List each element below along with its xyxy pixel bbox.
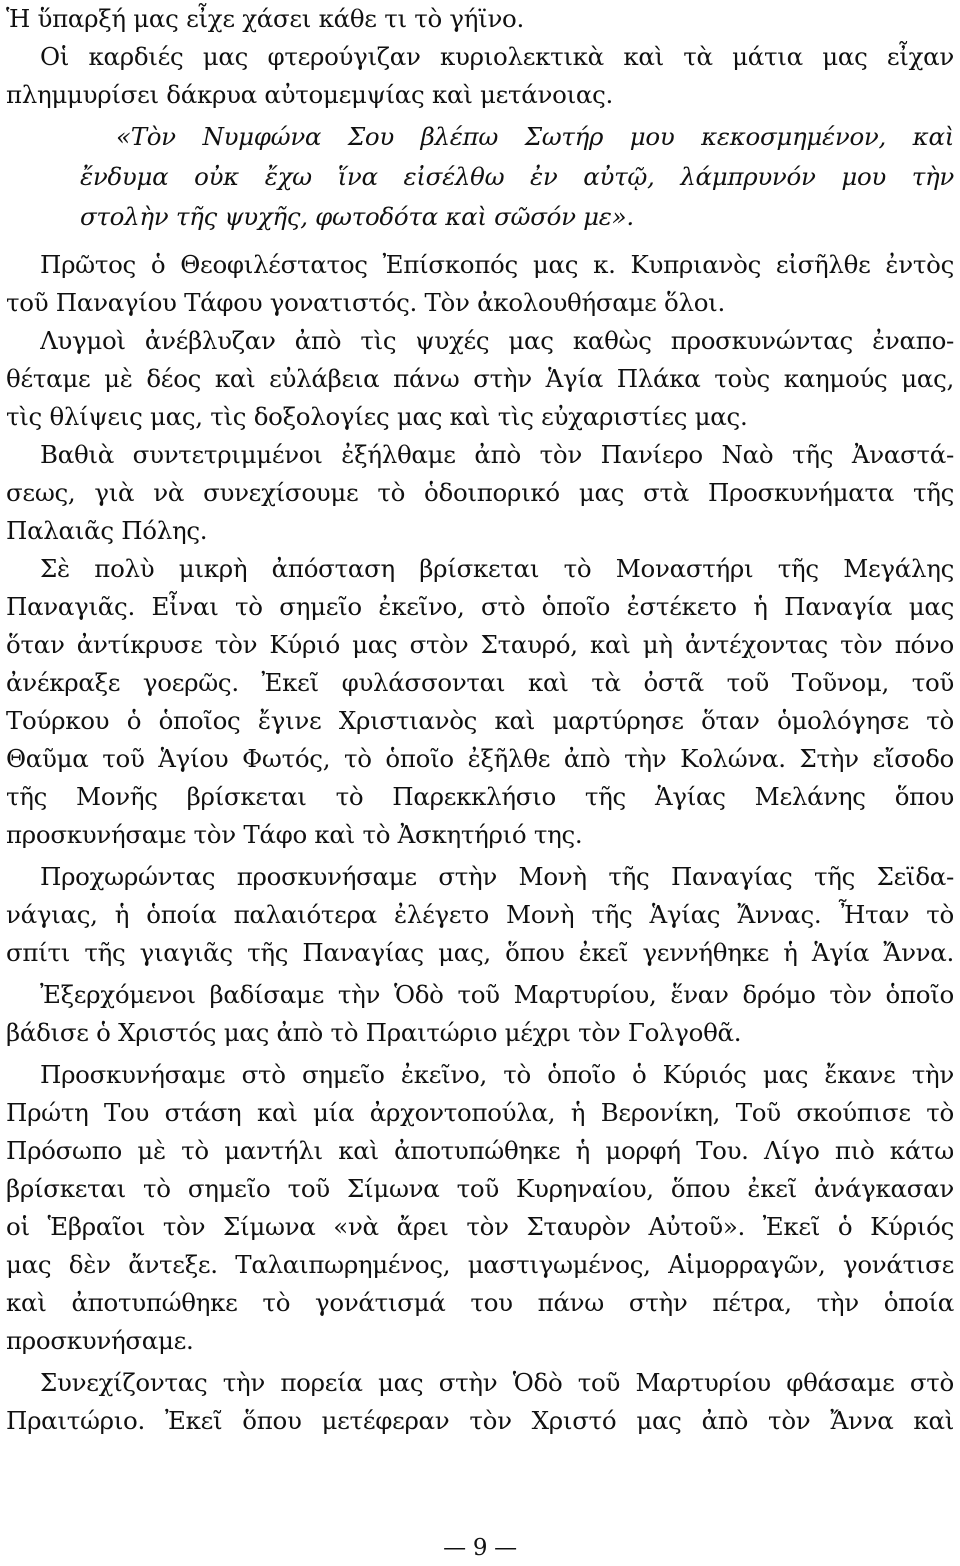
- text-line-31: βρίσκεται τὸ σημεῖο τοῦ Σίμωνα τοῦ Κυρηναίου, ὅπου ἐκεῖ ἀνάγκασαν: [6, 1174, 954, 1203]
- text-line-1: Ἡ ὕπαρξή μας εἶχε χάσει κάθε τι τὸ γήϊνο.: [6, 4, 524, 33]
- text-line-30: Πρόσωπο μὲ τὸ μαντήλι καὶ ἀποτυπώθηκε ἡ μορφή Του. Λίγο πιὸ κάτω: [6, 1136, 954, 1165]
- text-line-8: τοῦ Παναγίου Τάφου γονατιστός. Τὸν ἀκολουθήσαμε ὅλοι.: [6, 288, 725, 317]
- text-line-33: μας δὲν ἄντεξε. Ταλαιπωρημένος, μαστιγωμένος, Αἱμορραγῶν, γονάτισε: [6, 1250, 954, 1279]
- text-line-22: προσκυνήσαμε τὸν Τάφο καὶ τὸ Ἀσκητήριό της.: [6, 820, 583, 849]
- text-line-25: σπίτι τῆς γιαγιᾶς τῆς Παναγίας μας, ὅπου ἐκεῖ γεννήθηκε ἡ Ἁγία Ἄννα.: [6, 938, 954, 967]
- text-line-32: οἱ Ἑβραῖοι τὸν Σίμωνα «νὰ ἄρει τὸν Σταυρὸν Αὐτοῦ». Ἐκεῖ ὁ Κύριός: [6, 1212, 954, 1241]
- hymn-line-3: στολὴν τῆς ψυχῆς, φωτοδότα καὶ σῶσόν με».: [80, 202, 634, 231]
- text-line-23: Προχωρώντας προσκυνήσαμε στὴν Μονὴ τῆς Παναγίας τῆς Σεϊδα-: [40, 862, 954, 891]
- text-line-34: καὶ ἀποτυπώθηκε τὸ γονάτισμά του πάνω στὴν πέτρα, τὴν ὁποία: [6, 1288, 954, 1317]
- text-line-24: νάγιας, ἡ ὁποία παλαιότερα ἐλέγετο Μονὴ τῆς Ἁγίας Ἄννας. Ἦταν τὸ: [6, 900, 954, 929]
- text-line-12: Βαθιὰ συντετριμμένοι ἐξήλθαμε ἀπὸ τὸν Πανίερο Ναὸ τῆς Ἀναστά-: [40, 440, 954, 469]
- text-line-29: Πρώτη Του στάση καὶ μία ἀρχοντοπούλα, ἡ Βερονίκη, Τοῦ σκούπισε τὸ: [6, 1098, 954, 1127]
- hymn-line-1: «Τὸν Νυμφώνα Σου βλέπω Σωτήρ μου κεκοσμημένον, καὶ: [116, 122, 954, 151]
- text-line-21: τῆς Μονῆς βρίσκεται τὸ Παρεκκλήσιο τῆς Ἁγίας Μελάνης ὅπου: [6, 782, 954, 811]
- text-line-36: Συνεχίζοντας τὴν πορεία μας στὴν Ὁδὸ τοῦ Μαρτυρίου φθάσαμε στὸ: [40, 1368, 954, 1397]
- text-line-9: Λυγμοὶ ἀνέβλυζαν ἀπὸ τὶς ψυχές μας καθὼς προσκυνώντας ἐναπο-: [40, 326, 954, 355]
- text-line-28: Προσκυνήσαμε στὸ σημεῖο ἐκεῖνο, τὸ ὁποῖο ὁ Κύριός μας ἔκανε τὴν: [40, 1060, 954, 1089]
- text-line-3: πλημμυρίσει δάκρυα αὐτομεμψίας καὶ μετάνοιας.: [6, 80, 614, 109]
- text-line-14: Παλαιᾶς Πόλης.: [6, 516, 208, 545]
- text-line-20: Θαῦμα τοῦ Ἁγίου Φωτός, τὸ ὁποῖο ἐξῆλθε ἀπὸ τὴν Κολώνα. Στὴν εἴσοδο: [6, 744, 954, 773]
- text-line-15: Σὲ πολὺ μικρὴ ἀπόσταση βρίσκεται τὸ Μοναστήρι τῆς Μεγάλης: [40, 554, 954, 583]
- text-line-7: Πρῶτος ὁ Θεοφιλέστατος Ἐπίσκοπός μας κ. Κυπριανὸς εἰσῆλθε ἐντὸς: [40, 250, 954, 279]
- text-line-18: ἀνέκραξε γοερῶς. Ἐκεῖ φυλάσσονται καὶ τὰ ὀστᾶ τοῦ Τοῦνομ, τοῦ: [6, 668, 954, 697]
- text-line-19: Τούρκου ὁ ὁποῖος ἔγινε Χριστιανὸς καὶ μαρτύρησε ὅταν ὁμολόγησε τὸ: [6, 706, 954, 735]
- text-line-10: θέταμε μὲ δέος καὶ εὐλάβεια πάνω στὴν Ἁγία Πλάκα τοὺς καημούς μας,: [6, 364, 954, 393]
- text-line-27: βάδισε ὁ Χριστός μας ἀπὸ τὸ Πραιτώριο μέχρι τὸν Γολγοθᾶ.: [6, 1018, 742, 1047]
- text-line-35: προσκυνήσαμε.: [6, 1326, 194, 1355]
- text-line-13: σεως, γιὰ νὰ συνεχίσουμε τὸ ὁδοιπορικό μας στὰ Προσκυνήματα τῆς: [6, 478, 954, 507]
- text-line-26: Ἐξερχόμενοι βαδίσαμε τὴν Ὁδὸ τοῦ Μαρτυρίου, ἕναν δρόμο τὸν ὁποῖο: [40, 980, 954, 1009]
- text-line-16: Παναγιᾶς. Εἶναι τὸ σημεῖο ἐκεῖνο, στὸ ὁποῖο ἐστέκετο ἡ Παναγία μας: [6, 592, 954, 621]
- hymn-line-2: ἔνδυμα οὐκ ἔχω ἵνα εἰσέλθω ἐν αὐτῷ, λάμπρυνόν μου τὴν: [80, 162, 954, 191]
- text-line-2: Οἱ καρδιές μας φτερούγιζαν κυριολεκτικὰ καὶ τὰ μάτια μας εἶχαν: [40, 42, 954, 71]
- text-line-11: τὶς θλίψεις μας, τὶς δοξολογίες μας καὶ τὶς εὐχαριστίες μας.: [6, 402, 748, 431]
- text-line-17: ὅταν ἀντίκρυσε τὸν Κύριό μας στὸν Σταυρό, καὶ μὴ ἀντέχοντας τὸν πόνο: [6, 630, 954, 659]
- page-number: — 9 —: [443, 1535, 517, 1561]
- text-line-37: Πραιτώριο. Ἐκεῖ ὅπου μετέφεραν τὸν Χριστό μας ἀπὸ τὸν Ἄννα καὶ: [6, 1406, 954, 1435]
